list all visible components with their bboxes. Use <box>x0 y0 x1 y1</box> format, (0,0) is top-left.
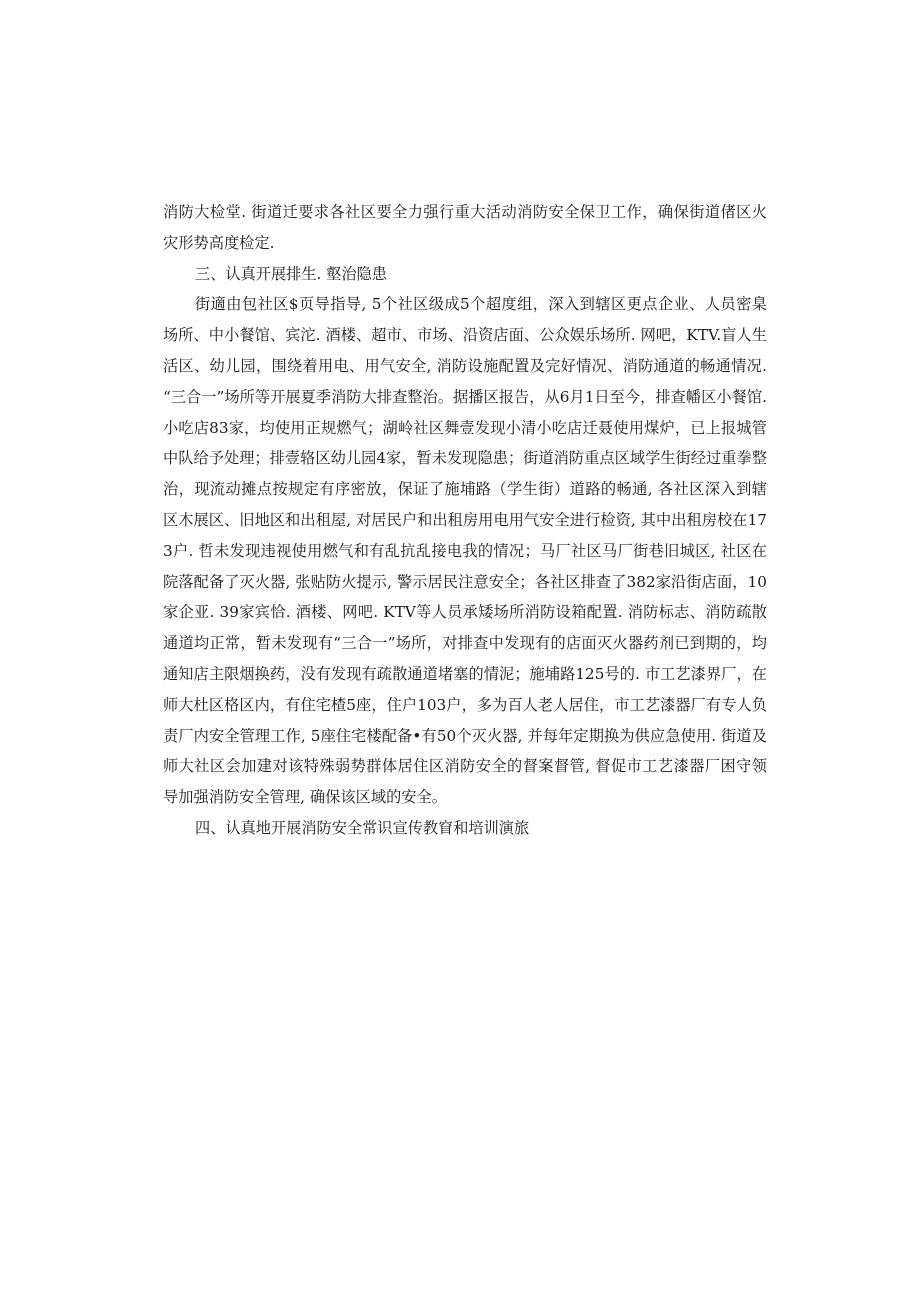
section-3-body: 街適由包社区$页导指导, 5个社区级成5个超度组，深入到辖区更点企业、人员密臬场所、中小餐馆、宾沱. 酒楼、超市、市场、沿资店面、公众娱乐场所. 网吧，KTV.盲人生活区、幼儿园，围绕着用电、用气安全, 消防设施配置及完好情况、消防通道的畅通情况. “三合一”场所等开展夏季消防大排查整治。据播区报告，从6月1日至今，排查幡区小餐馆. 小吃店83家，均使用正规燃气；湖岭社区舞壹发现小清小吃店迁聂使用煤炉，已上报城管中队给予处理；排壹辂区幼儿园4家，暂未发现隐患；街道消防重点区域学生街经过重拳整治，现流动摊点按规定有序密放，保证了施埔路（学生街）道路的畅通, 各社区深入到辖区木展区、旧地区和出租屋, 对居民户和出租房用电用气安全进行检资, 其中出租房校在173户. 哲未发现违视使用燃气和有乱抗乱接电我的情况；马厂社区马厂街巷旧城区, 社区在院落配备了灭火器, 张贴防火提示, 警示居民注意安全；各社区排查了382家沿街店面，10家企亚. 39家宾恰. 酒楼、网吧. KTV等人员承矮场所消防设箱配置. 消防标志、消防疏散通道均正常，暂未发现有“三合一”场所，对排查中发现有的店面灭火器药剂已到期的，均通知店主限烟换药，没有发现有疏散通道堵塞的情泥；施埔路125号的. 市工艺漆界厂，在师大杜区格区内，有住宅楂5座，住户103户，多为百人老人居住，市工艺漆器厂有专人负责厂内安全管理工作, 5座住宅楼配备•有50个灭火器, 并每年定期换为供应急使用. 街道及师大社区会加建对该特殊弱势群体居住区消防安全的督案督管, 督促市工艺漆器厂困守领导加强消防安全管理, 确保该区域的安全。 <box>163 295 767 807</box>
section-4-heading: 四、认真地开展消防安全常识宣传教窅和培训演旅 <box>195 818 530 837</box>
section-3-heading: 三、认真开展排生. 壑治隐患 <box>195 264 387 283</box>
continuation-paragraph: 消防大检堂. 街道迁要求各社区要全力强行重大活动消防安全保卫工作，确保街道偖区火灾形势高度检定. <box>163 203 767 252</box>
document-body <box>163 197 767 844</box>
